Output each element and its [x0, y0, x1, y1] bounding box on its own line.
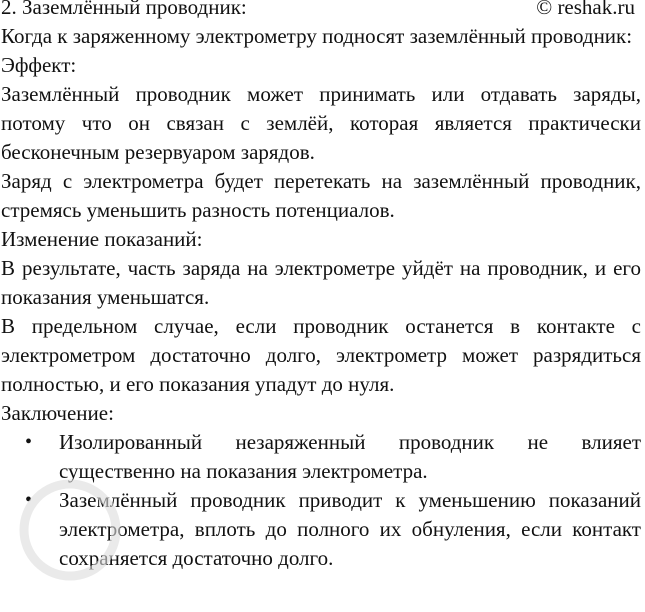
change-paragraph-2: В предельном случае, если проводник останется в контакте с электрометром достаточно долго, электрометр может разрядиться полностью, и его показания упадут до нуля. — [1, 314, 641, 396]
effect-paragraph-1: Заземлённый проводник может принимать или отдавать заряды, потому что он связан с землёй, которая является практически бесконечным резервуаром зарядов. — [1, 82, 641, 164]
change-paragraph-1: В результате, часть заряда на электрометре уйдёт на проводник, и его показания уменьшатся. — [1, 256, 641, 309]
effect-paragraph-2: Заряд с электрометра будет перетекать на заземлённый проводник, стремясь уменьшить разность потенциалов. — [1, 169, 641, 222]
section-title: 2. Заземлённый проводник: — [1, 0, 247, 19]
change-label: Изменение показаний: — [1, 227, 203, 251]
header — [1, 0, 641, 22]
conclusion-list — [1, 428, 641, 573]
intro-paragraph: Когда к заряженному электрометру подносят заземлённый проводник: — [1, 24, 633, 48]
effect-label: Эффект: — [1, 53, 77, 77]
conclusion-label: Заключение: — [1, 401, 114, 425]
copyright-notice: © reshak.ru — [536, 0, 635, 19]
list-item: • Заземлённый проводник приводит к уменьшению показаний электрометра, вплоть до полного их обнуления, если контакт сохраняется достаточно долго. — [1, 486, 641, 573]
list-item: • Изолированный незаряженный проводник не влияет существенно на показания электрометра. — [1, 428, 641, 486]
